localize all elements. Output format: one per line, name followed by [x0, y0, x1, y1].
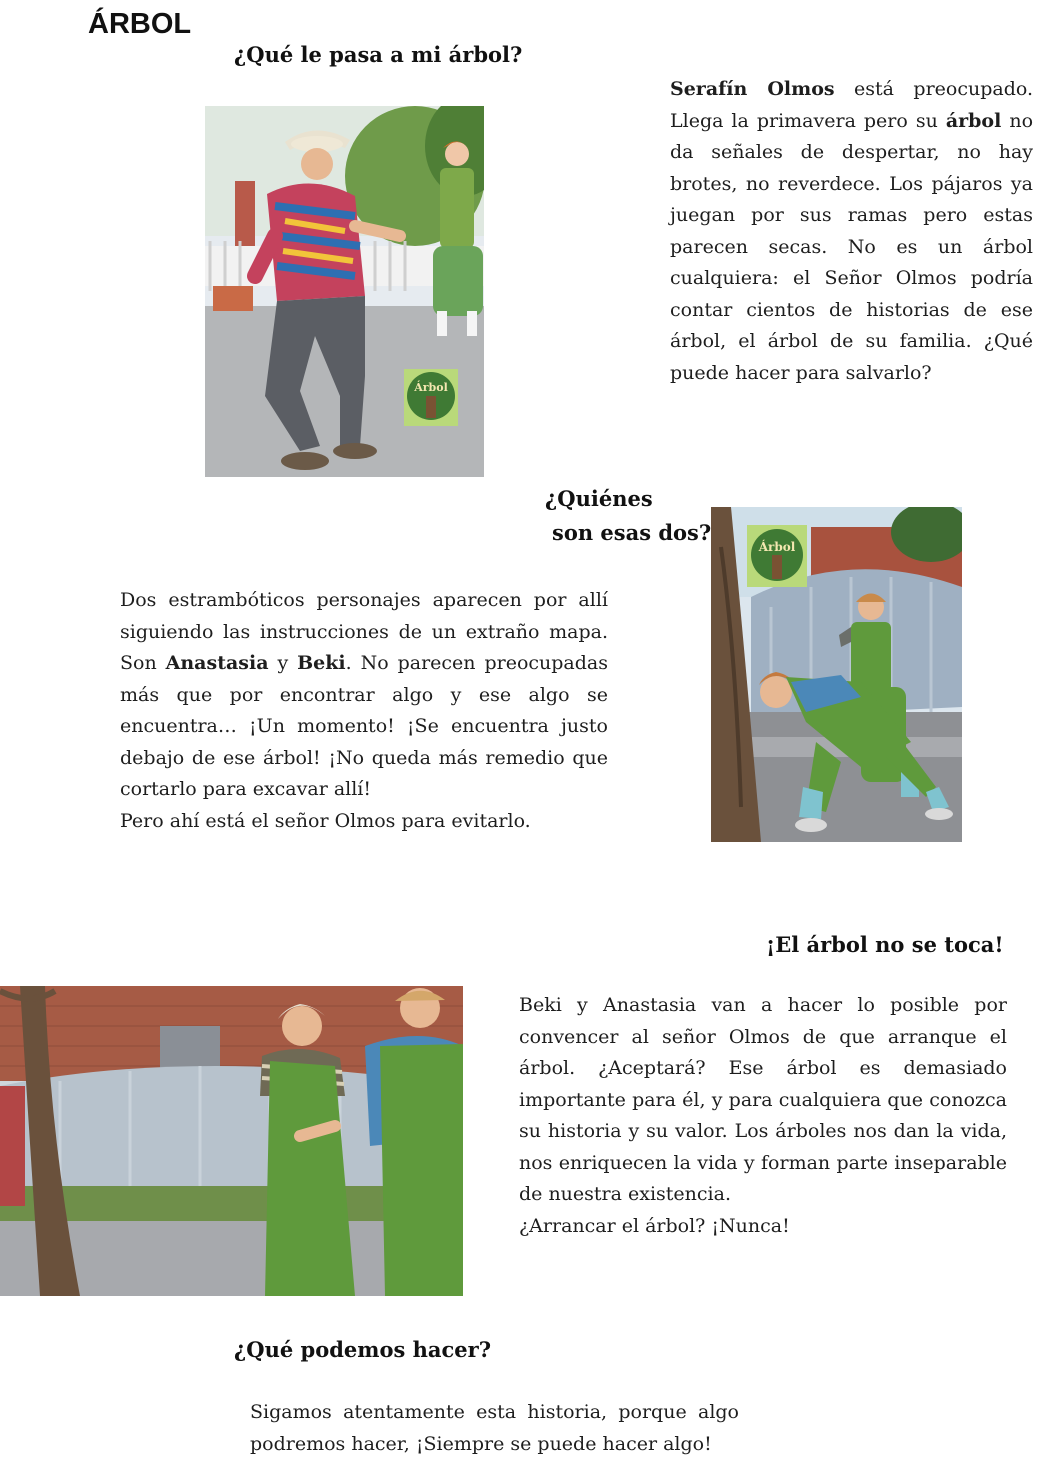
photo-serafin-olmos-image [205, 106, 484, 477]
paragraph-1-text-a: está preocupado. Llega la primavera pero su [670, 78, 1033, 132]
section-paragraph-1 [670, 74, 1033, 389]
section-heading-3: ¡El árbol no se toca! [766, 932, 1004, 957]
photo-beki-anastasia-garden [0, 986, 463, 1296]
paragraph-3-text: Beki y Anastasia van a hacer lo posible por convencer al señor Olmos de que arranque el árbol. ¿Aceptará? Ese árbol es demasiado importante para él, y para cualquiera que conozca su historia y su valor. Los árboles nos dan la vida, nos enriquecen la vida y forman parte inseparable de nuestra existencia. [519, 994, 1007, 1205]
paragraph-2-text-a: Dos estrambóticos personajes aparecen por allí siguiendo las instrucciones de un extraño mapa. Son [120, 589, 608, 674]
paragraph-2-last-line: Pero ahí está el señor Olmos para evitarlo. [120, 806, 608, 838]
section-paragraph-3 [519, 990, 1007, 1242]
document-title: ÁRBOL [88, 8, 191, 41]
photo-anastasia-beki-tree-image [711, 507, 962, 842]
section-paragraph-4 [250, 1397, 739, 1460]
paragraph-3-last-line: ¿Arrancar el árbol? ¡Nunca! [519, 1211, 1007, 1243]
photo-serafin-olmos [205, 106, 484, 477]
section-heading-4: ¿Qué podemos hacer? [234, 1337, 491, 1362]
name-serafin-olmos: Serafín Olmos [670, 78, 835, 100]
photo-beki-anastasia-garden-image [0, 986, 463, 1296]
name-beki: Beki [297, 652, 346, 674]
section-paragraph-2 [120, 585, 608, 837]
section-heading-2-line-2: son esas dos? [552, 520, 711, 545]
paragraph-4-text: Sigamos atentamente esta historia, porque algo [250, 1397, 739, 1429]
paragraph-1-text-b: no da señales de despertar, no hay brotes, no reverdece. Los pájaros ya juegan por sus ramas pero estas parecen secas. No es un árbol cualquiera: el Señor Olmos podría contar cientos de historias de ese árbol, el árbol de su familia. ¿Qué puede hacer para salvarlo? [670, 110, 1033, 384]
logo-text-2: Árbol [758, 539, 796, 554]
word-arbol-bold: árbol [946, 110, 1002, 132]
section-heading-2-line-1: ¿Quiénes [545, 486, 653, 511]
paragraph-4-last-line: podremos hacer, ¡Siempre se puede hacer algo! [250, 1429, 739, 1460]
name-anastasia: Anastasia [166, 652, 269, 674]
paragraph-2-text-b: y [269, 652, 298, 674]
logo-text: Árbol [413, 380, 448, 394]
photo-anastasia-beki-tree [711, 507, 962, 842]
section-heading-1: ¿Qué le pasa a mi árbol? [234, 42, 522, 67]
paragraph-2-text-c: . No parecen preocupadas más que por encontrar algo y ese algo se encuentra… ¡Un momento! ¡Se encuentra justo debajo de ese árbol! ¡No queda más remedio que cortarlo para excavar allí! [120, 652, 608, 800]
